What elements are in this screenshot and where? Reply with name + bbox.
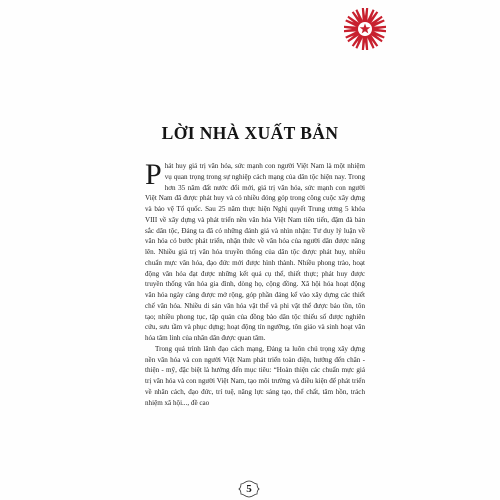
paragraph-1-text: hát huy giá trị văn hóa, sức mạnh con người Việt Nam là một nhiệm vụ quan trọng trong sự nghiệp cách mạng của dân tộc hiện nay. Trong hơn 35 năm đất nước đổi mới, giá trị văn hóa, sức mạnh con người Việt Nam đã được phát huy và có nhiều đóng góp trong công cuộc xây dựng và bảo vệ Tổ quốc. Sau 25 năm thực hiện Nghị quyết Trung ương 5 khóa VIII về xây dựng và phát triển nền văn hóa Việt Nam tiên tiến, đậm đà bản sắc dân tộc, Đảng ta đã có những đánh giá và nhìn nhận: Tư duy lý luận về văn hóa có bước phát triển, nhận thức về văn hóa của người dân được nâng lên. Nhiều giá trị văn hóa truyền thống của dân tộc được phát huy, nhiều chuẩn mực văn hóa, đạo đức mới được hình thành. Nhiều phong trào, hoạt động văn hóa đạt được những kết quả cụ thể, thiết thực; phát huy được truyền thống văn hóa gia đình, dòng họ, cộng đồng. Xã hội hóa hoạt động văn hóa ngày càng được mở rộng, góp phần đáng kể vào xây dựng các thiết chế văn hóa. Nhiều di sản văn hóa vật thể và phi vật thể được bảo tồn, tôn tạo; nhiều phong tục, tập quán của đồng bào dân tộc thiểu số được nghiên cứu, sưu tầm và phục dựng; hoạt động tín ngưỡng, tôn giáo và sinh hoạt văn hóa tâm linh của nhân dân được quan tâm. xyxy=(145,162,365,342)
paragraph-1 xyxy=(145,158,365,344)
publisher-emblem-icon xyxy=(342,6,388,52)
page-number-text: 5 xyxy=(246,483,252,495)
page-title: LỜI NHÀ XUẤT BẢN xyxy=(161,123,339,143)
paragraph-2: Trong quá trình lãnh đạo cách mạng, Đảng ta luôn chú trọng xây dựng nền văn hóa và con người Việt Nam phát triển toàn diện, hướng đến chân - thiện - mỹ, đặc biệt là hướng đến mục tiêu: “Hoàn thiện các chuẩn mực giá trị văn hóa và con người Việt Nam, tạo môi trường và điều kiện để phát triển về nhân cách, đạo đức, trí tuệ, năng lực sáng tạo, thể chất, tâm hồn, trách nhiệm xã hội..., đề cao xyxy=(145,344,365,407)
preface-body xyxy=(145,158,365,408)
page-number xyxy=(238,480,260,498)
drop-cap: P xyxy=(145,158,162,191)
